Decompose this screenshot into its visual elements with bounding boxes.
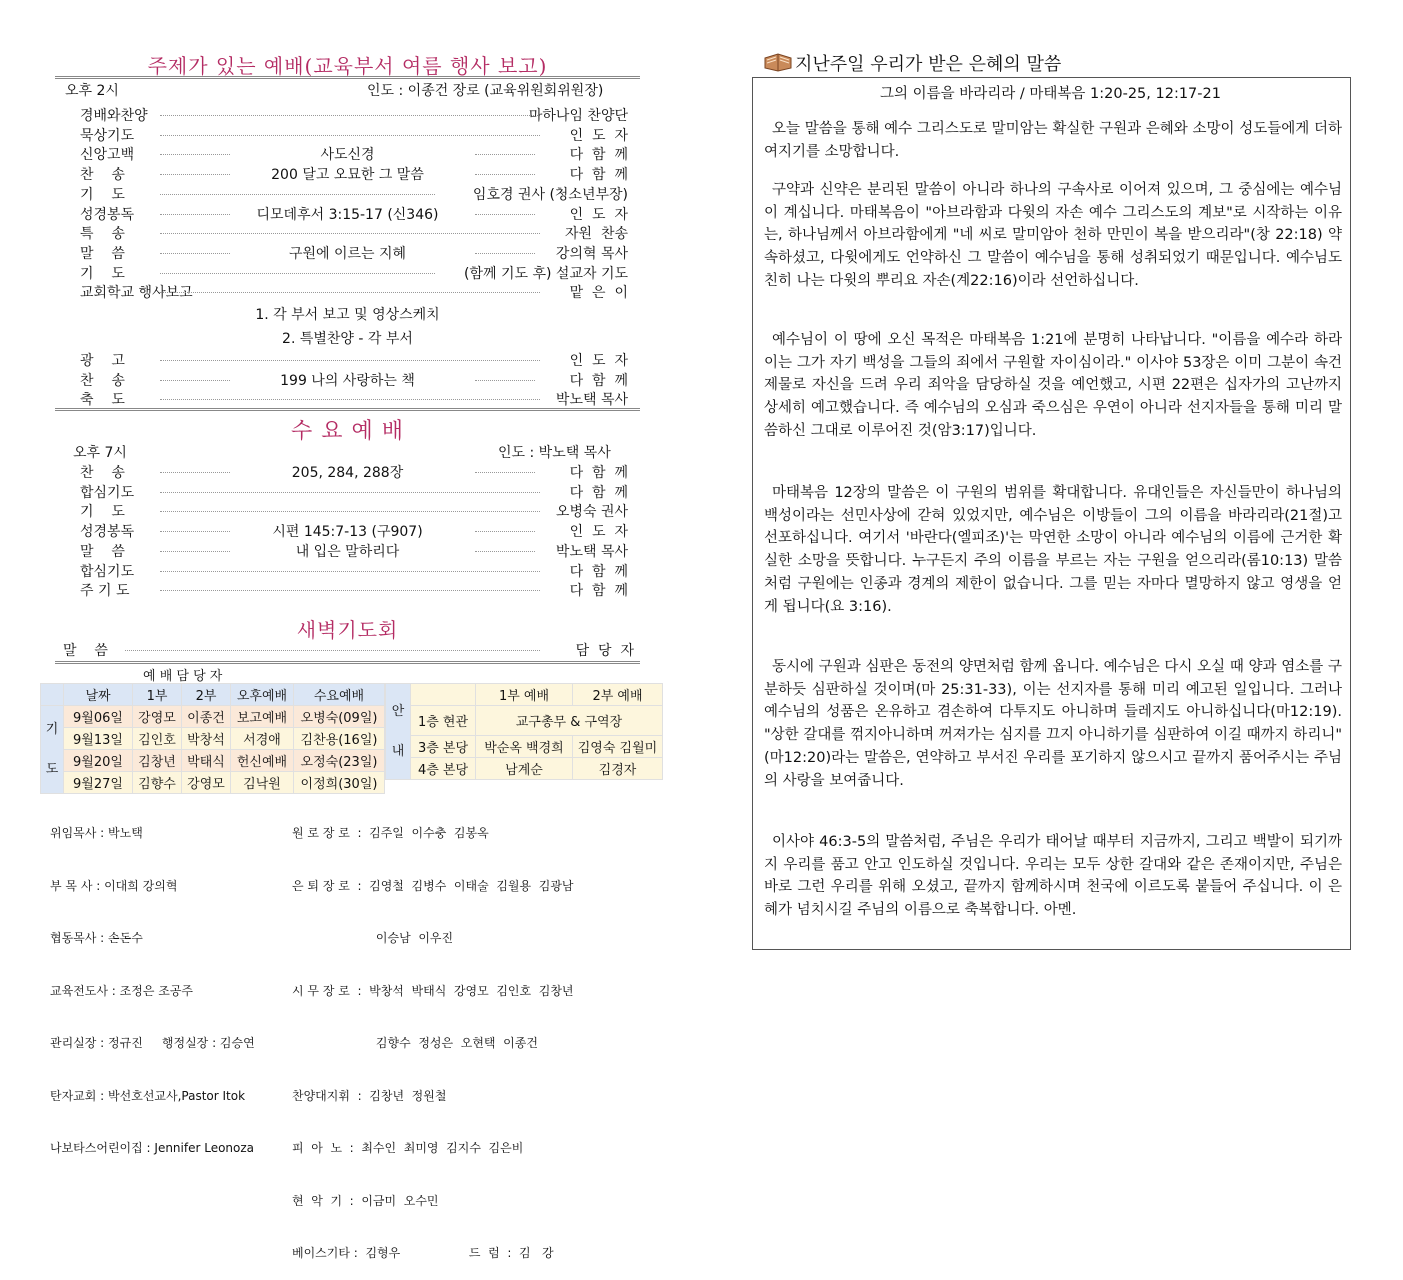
dot-leader	[475, 154, 535, 155]
section-divider	[55, 408, 640, 411]
order-row	[55, 144, 640, 164]
order-label: 기 도	[80, 265, 125, 282]
order-person: 다 함 께	[569, 484, 628, 501]
order-person: 강의혁 목사	[555, 245, 628, 262]
order-label: 특 송	[80, 226, 125, 243]
sermon-paragraph: 이사야 46:3-5의 말씀처럼, 주님은 우리가 태어날 때부터 지금까지, 그리고 백발이 되기까지 우리를 품고 안고 인도하실 것입니다. 우리는 모두 상한 갈대와 같은 존재이지만, 주님은 바로 그런 우리를 위해 오셨고, 끝까지 함께하시며 천국에 이르도록 붙들어 주십니다. 이 은혜가 넘치시길 주님의 이름으로 축복합니다. 아멘.	[764, 834, 1342, 919]
order-content: 디모데후서 3:15-17 (신346)	[256, 206, 439, 223]
order-person: 다 함 께	[569, 147, 628, 164]
order-person: 인 도 자	[569, 353, 628, 369]
order-label: 찬 송	[80, 167, 125, 184]
dawn-prayer-row	[55, 640, 640, 660]
dot-leader	[160, 233, 540, 234]
schedule-table	[40, 683, 385, 794]
order-person: 다 함 께	[569, 583, 628, 600]
sermon-paragraph: 동시에 구원과 심판은 동전의 양면처럼 함께 옵니다. 예수님은 다시 오실 때 양과 염소를 구분하듯 심판하실 것이며(마 25:31-33), 이는 선지자를 통해 미리 예고된 일입니다. 그러나 예수님의 성품은 온유하고 겸손하여 다투지도 아니하며 들레지도 아니하십니다(마12:19). "상한 갈대를 꺾지아니하며 꺼져가는 심지를 끄지 아니하기를 심판하여 이길 때까지 하리니"(마12:20)라는 말씀은, 연약하고 부서진 우리를 포기하지 않으시고 끝까지 품어주시는 주님의 사랑을 보여줍니다.	[764, 659, 1342, 789]
wednesday-service-title: 수 요 예 배	[291, 419, 404, 444]
dot-leader	[160, 492, 540, 493]
order-person: 자원 찬송	[565, 226, 628, 243]
guide-header-first: 1부 예배	[476, 684, 573, 706]
order-label: 교회학교 행사보고	[80, 285, 193, 302]
wednesday-service-leader: 인도 : 박노택 목사	[498, 445, 611, 461]
header-date: 날짜	[64, 684, 133, 706]
order-label: 기 도	[80, 186, 125, 203]
order-label: 성경봉독	[80, 524, 135, 541]
order-person: 박노택 목사	[555, 543, 628, 560]
order-person: 인 도 자	[569, 206, 628, 223]
person-label: 담 당 자	[575, 643, 634, 659]
dot-leader	[160, 292, 540, 293]
order-label: 합심기도	[80, 484, 135, 501]
order-content: 205, 284, 288장	[291, 465, 404, 481]
sermon-paragraph: 구약과 신약은 분리된 말씀이 아니라 하나의 구속사로 이어져 있으며, 그 중심에는 예수님이 계십니다. 마태복음이 "아브라함과 다윗의 자손 예수 그리스도의 계보"로 시작하는 이유는, 하나님께서 아브라함에게 "네 씨로 말미암아 천하 만민이 복을 받으리라"(창 22:18) 약속하셨고, 다윗에게도 언약하신 그 말씀이 예수님을 통해 성취되었기 때문입니다. 예수님도 친히 나는 다윗의 뿌리요 자손(계22:16)이라 선언하십니다.	[764, 182, 1342, 289]
title-divider	[55, 76, 640, 79]
order-label: 말 씀	[80, 543, 125, 560]
dot-leader	[160, 194, 435, 195]
sermon-paragraph: 오늘 말씀을 통해 예수 그리스도로 말미암는 확실한 구원과 은혜와 소망이 성도들에게 더하여지기를 소망합니다.	[764, 121, 1342, 160]
staff-list-right: 원 로 장 로 : 김주일 이수충 김봉옥 은 퇴 장 로 : 김영철 김병수 이태술 김월용 김광남 이승남 이우진 시 무 장 로 : 박창석 박태식 강영모 김인호 김창년 김향수 정성은 오현택 이종건 찬양대지휘 : 김창년 정원철 피 아 노 : 최수인 최미영 김지수 김은비 현 악 기 : 이금미 오수민 베이스기타 : 김형우 드 럼 : 김 강	[292, 826, 574, 1260]
dot-leader	[160, 115, 540, 116]
order-label: 성경봉독	[80, 206, 135, 223]
order-person: 다 함 께	[569, 563, 628, 580]
order-row	[55, 482, 640, 502]
order-content: 199 나의 사랑하는 책	[280, 372, 415, 389]
order-person: 다 함 께	[569, 372, 628, 389]
sermon-paragraph: 마태복음 12장의 말씀은 이 구원의 범위를 확대합니다. 유대인들은 자신들만이 하나님의 백성이라는 선민사상에 갇혀 있었지만, 예수님은 이방들이 그의 이름을 바라리라(21절)고 선포하십니다. 여기서 '바란다(엘피조)'는 막연한 소망이 아니라 예수님의 이름에 근거한 확실한 소망을 뜻합니다. 누구든지 주의 이름을 부르는 자는 구원을 얻으리라(롬10:13) 말씀처럼 구원에는 인종과 경계의 제한이 없습니다. 그를 믿는 자마다 멸망하지 않고 영생을 얻게 됩니다(요 3:16).	[764, 485, 1342, 615]
order-label: 축 도	[80, 392, 125, 409]
dot-leader	[475, 214, 535, 215]
table-row: 1층 현관 교구총무 & 구역장	[386, 706, 663, 736]
order-row	[55, 243, 640, 263]
order-label: 찬 송	[80, 465, 125, 481]
table-row: 9월20일 김창년 박태식 헌신예배 오정숙(23일)	[41, 750, 385, 772]
order-label: 주 기 도	[80, 583, 130, 600]
dot-leader	[475, 472, 535, 473]
table-row: 기 도 9월06일 강영모 이종건 보고예배 오병숙(09일)	[41, 706, 385, 728]
order-row	[55, 105, 640, 125]
order-label: 말 씀	[80, 245, 125, 262]
dot-leader	[125, 650, 540, 651]
table-row: 9월13일 김인호 박창석 서경애 김찬용(16일)	[41, 728, 385, 750]
prayer-side-label: 기 도	[41, 706, 64, 794]
sunday-service-leader: 인도 : 이종건 장로 (교육위원회위원장)	[367, 83, 604, 99]
dot-leader	[160, 590, 540, 591]
order-person: 인 도 자	[569, 127, 628, 144]
order-row	[55, 521, 640, 541]
dot-leader	[475, 551, 535, 552]
table-row: 3층 본당 박순옥 백경희 김영숙 김월미	[386, 736, 663, 758]
header-afternoon: 오후예배	[231, 684, 294, 706]
wednesday-service-time: 오후 7시	[73, 445, 127, 461]
order-content: 200 달고 오묘한 그 말씀	[271, 167, 424, 184]
order-content: 구원에 이르는 지혜	[288, 245, 407, 262]
order-content: 내 입은 말하리다	[295, 543, 400, 560]
dot-leader	[475, 253, 535, 254]
sermon-paragraph: 예수님이 이 땅에 오신 목적은 마태복음 1:21에 분명히 나타납니다. "이름을 예수라 하라 이는 그가 자기 백성을 그들의 죄에서 구원할 자이심이라." 이사야 53장은 이미 그분이 속건 제물로 자신을 드려 우리 죄악을 담당하실 것을 예언했고, 시편 22편은 십자가의 고난까지 상세히 예고했습니다. 즉 예수님의 오심과 죽으심은 우연이 아니라 선지자들을 통해 미리 말씀하신 그대로 이루어진 것(암3:17)입니다.	[764, 332, 1342, 439]
dawn-prayer-title: 새벽기도회	[296, 618, 399, 642]
dot-leader	[160, 273, 435, 274]
order-row	[55, 223, 640, 243]
order-row	[55, 263, 640, 283]
order-row	[55, 389, 640, 409]
sunday-service-time: 오후 2시	[65, 83, 119, 99]
order-label: 합심기도	[80, 563, 135, 580]
order-row	[55, 462, 640, 482]
order-label: 기 도	[80, 504, 125, 521]
order-row	[55, 204, 640, 224]
guide-header-second: 2부 예배	[573, 684, 663, 706]
word-label: 말 씀	[63, 643, 108, 659]
staff-list-left: 위임목사 : 박노택 부 목 사 : 이대희 강의혁 협동목사 : 손돈수 교육전도사 : 조정은 조공주 관리실장 : 정규진 행정실장 : 김승연 탄자교회 : 박선호선교사,Pastor Itok 나보타스어린이집 : Jennifer Leonoza	[50, 826, 255, 1155]
dot-leader	[475, 380, 535, 381]
order-row	[55, 125, 640, 145]
order-person: 맡 은 이	[569, 285, 628, 302]
dot-leader	[475, 174, 535, 175]
dot-leader	[160, 360, 540, 361]
order-row	[55, 541, 640, 561]
order-row	[55, 370, 640, 390]
order-content: 사도신경	[320, 147, 375, 164]
order-label: 묵상기도	[80, 127, 135, 144]
order-row	[55, 501, 640, 521]
report-item: 2. 특별찬양 - 각 부서	[282, 331, 413, 347]
report-item: 1. 각 부서 보고 및 영상스케치	[255, 307, 440, 323]
order-person: 임호경 권사 (청소년부장)	[472, 186, 628, 203]
order-label: 찬 송	[80, 372, 125, 389]
dot-leader	[160, 135, 540, 136]
section-divider	[55, 661, 640, 664]
sermon-title: 그의 이름을 바라리라 / 마태복음 1:20-25, 12:17-21	[880, 86, 1221, 102]
order-person: 마하나임 찬양단	[528, 108, 628, 124]
order-row	[55, 561, 640, 581]
grace-section-title: 지난주일 우리가 받은 은혜의 말씀	[795, 54, 1062, 75]
table-row: 9월27일 김향수 강영모 김낙원 이정희(30일)	[41, 772, 385, 794]
header-first: 1부	[133, 684, 182, 706]
header-wednesday: 수요예배	[294, 684, 385, 706]
bible-icon	[763, 52, 793, 72]
dot-leader	[475, 531, 535, 532]
header-second: 2부	[182, 684, 231, 706]
order-row	[55, 350, 640, 370]
order-person: 박노택 목사	[555, 392, 628, 409]
dot-leader	[160, 571, 540, 572]
order-row	[55, 282, 640, 302]
order-person: 오병숙 권사	[555, 504, 628, 521]
order-content: 시편 145:7-13 (구907)	[272, 524, 423, 541]
dot-leader	[160, 511, 540, 512]
sunday-service-title: 주제가 있는 예배(교육부서 여름 행사 보고)	[147, 54, 548, 78]
order-row	[55, 580, 640, 600]
order-person: 인 도 자	[569, 524, 628, 541]
order-label: 경배와찬양	[80, 108, 148, 124]
schedule-caption: 예 배 담 당 자	[143, 669, 223, 684]
order-person: 다 함 께	[569, 167, 628, 184]
guide-side-label: 안 내	[386, 684, 411, 780]
table-row: 4층 본당 남계순 김경자	[386, 758, 663, 780]
order-row	[55, 184, 640, 204]
order-label: 신앙고백	[80, 147, 135, 164]
order-person: (함께 기도 후) 설교자 기도	[464, 265, 628, 282]
order-label: 광 고	[80, 353, 125, 369]
order-person: 다 함 께	[569, 465, 628, 481]
order-row	[55, 164, 640, 184]
dot-leader	[160, 399, 540, 400]
guide-table	[385, 683, 663, 780]
